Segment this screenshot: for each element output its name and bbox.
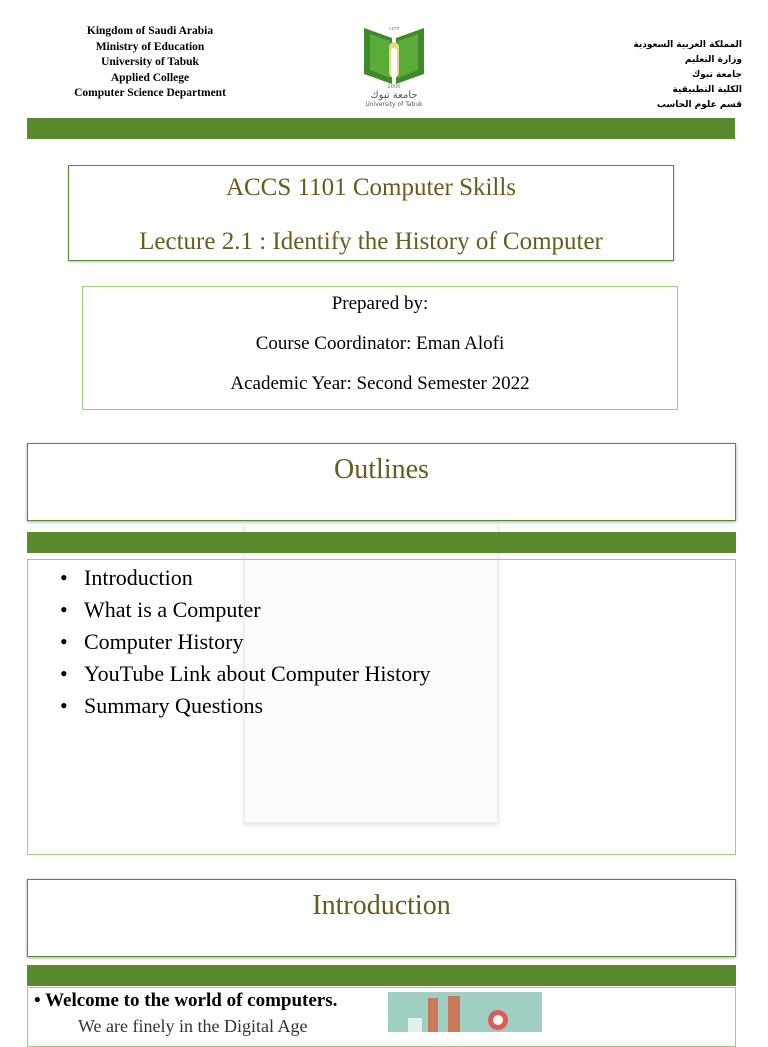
outline-list <box>60 562 431 722</box>
list-item: • Computer History <box>60 629 244 654</box>
header-line-kingdom: Kingdom of Saudi Arabia <box>86 25 214 37</box>
header-ar-line-university: جامعة تبوك <box>691 70 742 80</box>
outlines-divider-bar <box>27 532 736 553</box>
header-arabic-block <box>582 38 742 113</box>
header-ar-line-ministry: وزارة التعليم <box>684 55 742 65</box>
list-item: • Summary Questions <box>60 693 264 718</box>
prepared-by-label: Prepared by: <box>331 293 429 314</box>
intro-bullet-welcome: • Welcome to the world of computers. <box>34 990 338 1011</box>
logo-year-top: ١٤٢٧ <box>388 26 400 32</box>
header-line-department: Computer Science Department <box>74 87 226 99</box>
outline-item-computer-history: Computer History <box>84 629 244 654</box>
course-title: ACCS 1101 Computer Skills <box>225 174 517 201</box>
prepared-by-box <box>82 286 678 410</box>
intro-illustration-image <box>388 992 542 1032</box>
outline-item-what-is-computer: What is a Computer <box>84 597 261 622</box>
outlines-heading-box <box>27 443 736 521</box>
introduction-heading: Introduction <box>312 890 451 921</box>
introduction-heading-box <box>27 879 736 957</box>
header-ar-line-kingdom: المملكة العربية السعودية <box>633 40 742 50</box>
lecture-title: Lecture 2.1 : Identify the History of Computer <box>139 228 603 255</box>
introduction-divider-bar <box>27 965 736 986</box>
header-line-ministry: Ministry of Education <box>95 40 205 53</box>
course-coordinator: Course Coordinator: Eman Alofi <box>255 333 505 354</box>
intro-subbullet: We are finely in the Digital Age <box>78 1016 308 1036</box>
header-ar-line-department: قسم علوم الحاسب <box>656 100 742 110</box>
title-box <box>68 165 674 261</box>
intro-bullet-text: Welcome to the world of computers. <box>45 990 338 1011</box>
university-logo <box>356 24 432 110</box>
outline-item-youtube-link: YouTube Link about Computer History <box>84 661 431 686</box>
outline-item-summary-questions: Summary Questions <box>84 693 264 718</box>
logo-year: 2006 <box>387 84 401 90</box>
list-item: • Introduction <box>60 565 193 590</box>
header-line-college: Applied College <box>110 71 190 84</box>
list-item: • What is a Computer <box>60 597 261 622</box>
header-english-block <box>40 24 260 102</box>
header-ar-line-college: الكلية التطبيقية <box>672 85 742 95</box>
logo-arabic-name: جامعة تبوك <box>370 90 418 101</box>
header-line-university: University of Tabuk <box>101 56 199 68</box>
logo-english-name: University of Tabuk <box>365 101 423 108</box>
list-item: • YouTube Link about Computer History <box>60 661 431 686</box>
header-divider-bar <box>27 118 735 139</box>
outlines-heading: Outlines <box>334 454 429 485</box>
academic-year: Academic Year: Second Semester 2022 <box>230 373 530 394</box>
outline-item-introduction: Introduction <box>84 565 193 590</box>
